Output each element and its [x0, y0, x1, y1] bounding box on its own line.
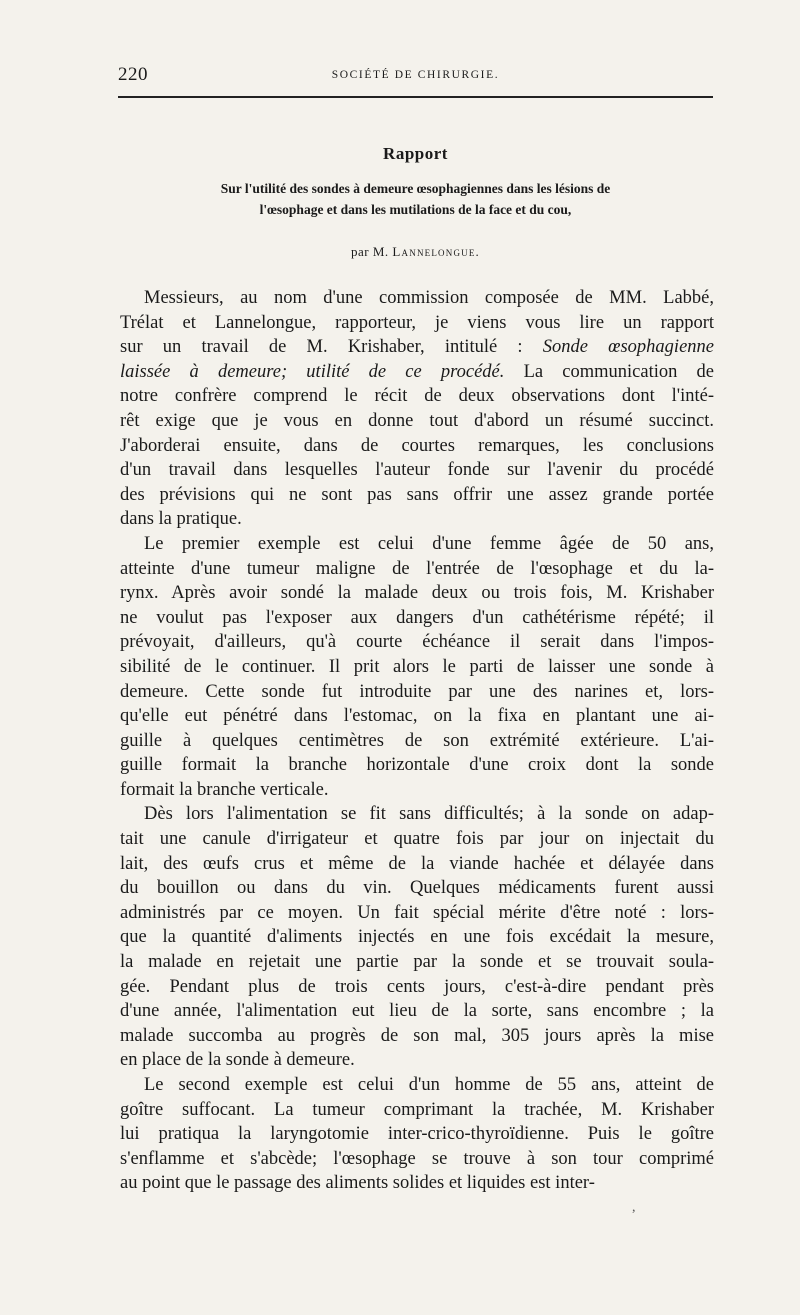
text-line: du bouillon ou dans du vin. Quelques médicaments furent aussi — [120, 878, 714, 899]
text-line: dans la pratique. — [120, 509, 242, 530]
running-title: SOCIÉTÉ DE CHIRURGIE. — [331, 69, 500, 81]
text-line: demeure. Cette sonde fut introduite par une des narines et, lors- — [120, 681, 714, 702]
body-text — [120, 286, 714, 1196]
text-line: Dès lors l'alimentation se fit sans difficultés; à la sonde on adap- — [144, 804, 714, 825]
text-line: goître suffocant. La tumeur comprimant la trachée, M. Krishaber — [120, 1099, 714, 1120]
text-line: en place de la sonde à demeure. — [120, 1050, 355, 1071]
report-subtitle — [118, 178, 713, 220]
text-line: au point que le passage des aliments solides et liquides est inter- — [120, 1173, 595, 1194]
text-line: administrés par ce moyen. Un fait spécial mérite d'être noté : lors- — [120, 902, 714, 923]
text-line: lui pratiqua la laryngotomie inter-crico-thyroïdienne. Puis le goître — [120, 1124, 714, 1145]
subtitle-line: Sur l'utilité des sondes à demeure œsophagiennes dans les lésions de — [220, 181, 611, 196]
text-line: guille formait la branche horizontale d'une croix dont la sonde — [120, 755, 714, 776]
text-line: rynx. Après avoir sondé la malade deux ou trois fois, M. Krishaber — [120, 583, 714, 604]
text-line: guille à quelques centimètres de son extrémité extérieure. L'ai- — [120, 730, 714, 751]
text-line: lait, des œufs crus et même de la viande hachée et délayée dans — [120, 853, 714, 874]
text-line: sibilité de le continuer. Il prit alors le parti de laisser une sonde à — [120, 656, 714, 677]
paragraph — [120, 802, 714, 1073]
section-heading: Rapport — [383, 144, 448, 163]
text-line: Messieurs, au nom d'une commission composée de MM. Labbé, — [144, 288, 714, 308]
text-line: prévoyait, d'ailleurs, qu'à courte échéance il serait dans l'impos- — [120, 632, 714, 653]
text-line: qu'elle eut pénétré dans l'estomac, on la fixa en plantant une ai- — [120, 706, 714, 727]
text-line: des prévisions qui ne sont pas sans offrir une assez grande portée — [120, 484, 714, 505]
text-line: Le premier exemple est celui d'une femme âgée de 50 ans, — [144, 533, 714, 554]
page-number: 220 — [118, 64, 148, 85]
text-line: Le second exemple est celui d'un homme de 55 ans, atteint de — [144, 1075, 714, 1095]
text-line: formait la branche verticale. — [120, 779, 329, 800]
text-line: J'aborderai ensuite, dans de courtes remarques, les conclusions — [120, 435, 714, 456]
paragraph — [120, 532, 714, 803]
text-line: notre confrère comprend le récit de deux observations dont l'inté- — [120, 386, 714, 407]
text-line: d'un travail dans lesquelles l'auteur fonde sur l'avenir du procédé — [120, 460, 714, 481]
byline — [118, 244, 713, 260]
byline-prefix: par M. — [350, 244, 389, 259]
subtitle-line: l'œsophage et dans les mutilations de la face et du cou, — [259, 202, 572, 217]
text-line: que la quantité d'aliments injectés en une fois excédait la mesure, — [120, 927, 714, 948]
text-line: la malade en rejetait une partie par la sonde et se trouvait soula- — [120, 952, 714, 973]
text-line: laissée à demeure; utilité de ce procédé. La communication de — [120, 361, 714, 382]
text-line: d'une année, l'alimentation eut lieu de la sorte, sans encombre ; la — [120, 1001, 714, 1022]
text-line: s'enflamme et s'abcède; l'œsophage se trouve à son tour comprimé — [120, 1148, 714, 1169]
text-line: tait une canule d'irrigateur et quatre fois par jour on injectait du — [120, 829, 714, 850]
text-line: gée. Pendant plus de trois cents jours, c'est-à-dire pendant près — [120, 976, 714, 997]
paragraph — [120, 1073, 714, 1196]
author-name: Lannelongue. — [392, 244, 480, 259]
running-head — [118, 64, 713, 90]
text-line: atteinte d'une tumeur maligne de l'entrée de l'œsophage et du la- — [120, 558, 714, 579]
text-line: malade succomba au progrès de son mal, 305 jours après la mise — [120, 1025, 714, 1046]
text-line: sur un travail de M. Krishaber, intitulé : Sonde œsophagienne — [120, 337, 714, 358]
ink-speck: , — [632, 1200, 636, 1215]
text-line: rêt exige que je vous en donne tout d'abord un résumé succinct. — [120, 410, 714, 431]
header-rule — [118, 96, 713, 98]
paragraph — [120, 286, 714, 532]
text-line: Trélat et Lannelongue, rapporteur, je viens vous lire un rapport — [120, 312, 714, 333]
text-line: ne voulut pas l'exposer aux dangers d'un cathétérisme répété; il — [120, 607, 714, 628]
